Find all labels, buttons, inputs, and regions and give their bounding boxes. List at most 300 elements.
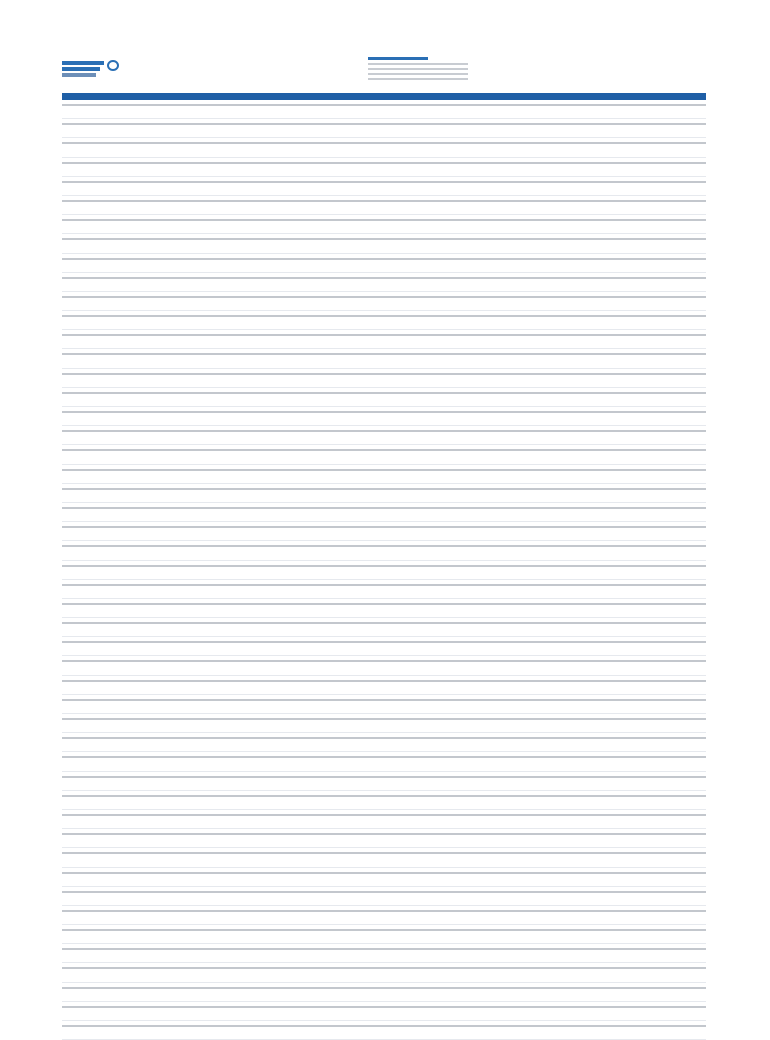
table-cell xyxy=(62,848,148,867)
table-cell xyxy=(320,848,470,867)
table-cell xyxy=(490,407,505,426)
illegible-text xyxy=(148,948,162,950)
table-cell xyxy=(528,387,576,406)
illegible-text xyxy=(576,565,706,567)
illegible-text xyxy=(162,162,178,164)
table-cell xyxy=(505,867,528,886)
table-row xyxy=(62,790,706,809)
illegible-text xyxy=(178,699,220,701)
illegible-text xyxy=(576,680,706,682)
table-cell xyxy=(490,790,505,809)
illegible-text xyxy=(62,660,148,662)
table-cell xyxy=(286,522,306,541)
table-cell xyxy=(470,522,490,541)
table-cell xyxy=(178,272,220,291)
illegible-text xyxy=(162,967,178,969)
illegible-text xyxy=(576,353,706,355)
table-cell xyxy=(148,291,162,310)
illegible-text xyxy=(246,872,286,874)
illegible-text xyxy=(246,910,286,912)
table-cell xyxy=(162,714,178,733)
table-cell xyxy=(62,195,148,214)
table-cell xyxy=(306,349,320,368)
illegible-text xyxy=(178,891,220,893)
illegible-text xyxy=(286,411,306,413)
table-cell xyxy=(220,637,246,656)
table-cell xyxy=(148,886,162,905)
table-cell xyxy=(505,291,528,310)
table-cell xyxy=(470,675,490,694)
table-row xyxy=(62,387,706,406)
illegible-text xyxy=(220,660,246,662)
illegible-text xyxy=(220,603,246,605)
illegible-text xyxy=(246,680,286,682)
table-cell xyxy=(576,195,706,214)
illegible-text xyxy=(148,123,162,125)
table-cell xyxy=(320,272,470,291)
table-cell xyxy=(490,464,505,483)
illegible-text xyxy=(470,181,490,183)
illegible-text xyxy=(162,238,178,240)
illegible-text xyxy=(162,258,178,260)
table-cell xyxy=(505,733,528,752)
illegible-text xyxy=(576,449,706,451)
illegible-text xyxy=(576,392,706,394)
table-cell xyxy=(246,656,286,675)
table-cell xyxy=(306,100,320,119)
table-cell xyxy=(306,138,320,157)
table-cell xyxy=(246,579,286,598)
illegible-text xyxy=(470,967,490,969)
illegible-text xyxy=(220,565,246,567)
illegible-text xyxy=(470,680,490,682)
table-row xyxy=(62,157,706,176)
table-cell xyxy=(505,598,528,617)
illegible-text xyxy=(286,162,306,164)
table-cell xyxy=(470,464,490,483)
table-cell xyxy=(306,445,320,464)
table-cell xyxy=(576,387,706,406)
illegible-text xyxy=(62,334,148,336)
table-cell xyxy=(576,522,706,541)
illegible-text xyxy=(178,123,220,125)
column-header xyxy=(162,93,178,100)
illegible-text xyxy=(148,795,162,797)
table-cell xyxy=(320,291,470,310)
table-cell xyxy=(320,790,470,809)
table-cell xyxy=(505,215,528,234)
column-header xyxy=(306,93,320,100)
illegible-text xyxy=(490,488,505,490)
illegible-text xyxy=(306,200,320,202)
table-cell xyxy=(246,618,286,637)
table-cell xyxy=(162,867,178,886)
table-cell xyxy=(320,944,470,963)
table-cell xyxy=(490,886,505,905)
table-cell xyxy=(505,464,528,483)
illegible-text xyxy=(220,334,246,336)
illegible-text xyxy=(320,718,470,720)
illegible-text xyxy=(490,219,505,221)
table-cell xyxy=(178,675,220,694)
table-cell xyxy=(576,176,706,195)
table-row xyxy=(62,253,706,272)
table-cell xyxy=(148,579,162,598)
illegible-text xyxy=(162,392,178,394)
table-cell xyxy=(286,195,306,214)
table-cell xyxy=(505,119,528,138)
illegible-text xyxy=(470,142,490,144)
illegible-text xyxy=(178,967,220,969)
table-cell xyxy=(505,618,528,637)
table-cell xyxy=(320,752,470,771)
illegible-text xyxy=(490,833,505,835)
table-cell xyxy=(490,330,505,349)
illegible-text xyxy=(220,373,246,375)
table-row xyxy=(62,215,706,234)
table-cell xyxy=(178,311,220,330)
table-cell xyxy=(470,541,490,560)
illegible-text xyxy=(576,1025,706,1027)
illegible-text xyxy=(178,718,220,720)
illegible-text xyxy=(62,238,148,240)
illegible-text xyxy=(148,565,162,567)
illegible-text xyxy=(505,622,528,624)
illegible-text xyxy=(320,373,470,375)
table-cell xyxy=(320,311,470,330)
illegible-text xyxy=(306,181,320,183)
table-cell xyxy=(576,848,706,867)
illegible-text xyxy=(178,353,220,355)
illegible-text xyxy=(220,910,246,912)
illegible-text xyxy=(162,545,178,547)
table-cell xyxy=(528,100,576,119)
table-cell xyxy=(246,733,286,752)
illegible-text xyxy=(62,142,148,144)
illegible-text xyxy=(220,1006,246,1008)
illegible-text xyxy=(246,238,286,240)
illegible-text xyxy=(148,296,162,298)
illegible-text xyxy=(528,430,576,432)
illegible-text xyxy=(320,334,470,336)
illegible-text xyxy=(470,488,490,490)
table-cell xyxy=(162,541,178,560)
table-cell xyxy=(62,560,148,579)
illegible-text xyxy=(470,469,490,471)
table-cell xyxy=(528,253,576,272)
table-cell xyxy=(576,291,706,310)
illegible-text xyxy=(178,814,220,816)
illegible-text xyxy=(490,296,505,298)
table-cell xyxy=(576,253,706,272)
table-cell xyxy=(148,253,162,272)
table-row xyxy=(62,483,706,502)
table-cell xyxy=(490,176,505,195)
table-cell xyxy=(576,714,706,733)
illegible-text xyxy=(528,258,576,260)
table-cell xyxy=(576,311,706,330)
table-cell xyxy=(470,119,490,138)
illegible-text xyxy=(220,315,246,317)
table-cell xyxy=(490,368,505,387)
table-cell xyxy=(62,656,148,675)
illegible-text xyxy=(62,833,148,835)
illegible-text xyxy=(246,373,286,375)
illegible-text xyxy=(246,852,286,854)
illegible-text xyxy=(505,929,528,931)
table-row xyxy=(62,330,706,349)
table-cell xyxy=(576,138,706,157)
table-cell xyxy=(178,119,220,138)
column-header xyxy=(246,93,286,100)
illegible-text xyxy=(505,142,528,144)
illegible-text xyxy=(246,315,286,317)
table-cell xyxy=(62,311,148,330)
illegible-text xyxy=(528,737,576,739)
illegible-text xyxy=(162,1025,178,1027)
table-cell xyxy=(62,522,148,541)
table-row xyxy=(62,886,706,905)
table-cell xyxy=(490,675,505,694)
illegible-text xyxy=(528,392,576,394)
table-cell xyxy=(162,809,178,828)
table-cell xyxy=(148,330,162,349)
table-cell xyxy=(505,944,528,963)
table-cell xyxy=(220,867,246,886)
illegible-text xyxy=(306,967,320,969)
table-cell xyxy=(490,522,505,541)
illegible-text xyxy=(505,123,528,125)
table-cell xyxy=(62,829,148,848)
illegible-text xyxy=(178,449,220,451)
illegible-text xyxy=(162,833,178,835)
illegible-text xyxy=(306,545,320,547)
table-cell xyxy=(178,502,220,521)
table-cell xyxy=(576,407,706,426)
illegible-text xyxy=(62,565,148,567)
illegible-text xyxy=(576,795,706,797)
table-cell xyxy=(505,253,528,272)
table-cell xyxy=(246,867,286,886)
illegible-text xyxy=(178,910,220,912)
illegible-text xyxy=(576,967,706,969)
table-cell xyxy=(220,195,246,214)
table-cell xyxy=(470,771,490,790)
table-cell xyxy=(470,195,490,214)
illegible-text xyxy=(306,430,320,432)
table-cell xyxy=(306,311,320,330)
illegible-text xyxy=(62,507,148,509)
table-cell xyxy=(220,349,246,368)
illegible-text xyxy=(246,814,286,816)
illegible-text xyxy=(505,104,528,106)
table-cell xyxy=(490,771,505,790)
table-cell xyxy=(148,483,162,502)
table-cell xyxy=(490,733,505,752)
table-cell xyxy=(576,426,706,445)
table-cell xyxy=(62,790,148,809)
table-cell xyxy=(505,368,528,387)
table-cell xyxy=(306,637,320,656)
illegible-text xyxy=(320,545,470,547)
table-cell xyxy=(505,157,528,176)
illegible-text xyxy=(286,795,306,797)
table-cell xyxy=(148,771,162,790)
illegible-text xyxy=(320,142,470,144)
table-row xyxy=(62,176,706,195)
illegible-text xyxy=(286,526,306,528)
illegible-text xyxy=(528,238,576,240)
table-cell xyxy=(320,1001,470,1020)
illegible-text xyxy=(576,142,706,144)
table-cell xyxy=(505,407,528,426)
table-cell xyxy=(306,963,320,982)
illegible-text xyxy=(320,219,470,221)
illegible-text xyxy=(490,795,505,797)
table-cell xyxy=(62,675,148,694)
table-cell xyxy=(470,579,490,598)
illegible-text xyxy=(576,469,706,471)
table-cell xyxy=(148,598,162,617)
table-cell xyxy=(320,982,470,1001)
illegible-text xyxy=(528,584,576,586)
table-cell xyxy=(470,598,490,617)
table-cell xyxy=(62,157,148,176)
column-header xyxy=(148,93,162,100)
table-cell xyxy=(148,445,162,464)
table-cell xyxy=(178,464,220,483)
table-cell xyxy=(470,1001,490,1020)
table-cell xyxy=(162,694,178,713)
illegible-text xyxy=(62,756,148,758)
table-cell xyxy=(286,426,306,445)
illegible-text xyxy=(490,545,505,547)
illegible-text xyxy=(148,737,162,739)
table-cell xyxy=(505,752,528,771)
illegible-text xyxy=(148,852,162,854)
illegible-text xyxy=(505,219,528,221)
table-cell xyxy=(220,618,246,637)
illegible-text xyxy=(470,123,490,125)
table-cell xyxy=(286,829,306,848)
illegible-text xyxy=(505,1025,528,1027)
illegible-text xyxy=(576,814,706,816)
illegible-text xyxy=(62,123,148,125)
illegible-text xyxy=(220,526,246,528)
table-cell xyxy=(246,426,286,445)
table-cell xyxy=(306,848,320,867)
illegible-text xyxy=(286,929,306,931)
illegible-text xyxy=(306,373,320,375)
illegible-text xyxy=(306,872,320,874)
table-cell xyxy=(148,637,162,656)
table-cell xyxy=(148,963,162,982)
table-cell xyxy=(320,407,470,426)
illegible-text xyxy=(505,373,528,375)
illegible-text xyxy=(470,411,490,413)
illegible-text xyxy=(470,449,490,451)
illegible-text xyxy=(148,756,162,758)
illegible-text xyxy=(148,680,162,682)
illegible-text xyxy=(220,680,246,682)
illegible-text xyxy=(528,545,576,547)
illegible-text xyxy=(220,277,246,279)
table-row xyxy=(62,829,706,848)
table-cell xyxy=(470,560,490,579)
table-cell xyxy=(148,195,162,214)
table-row xyxy=(62,675,706,694)
table-cell xyxy=(505,637,528,656)
illegible-text xyxy=(490,238,505,240)
table-cell xyxy=(62,387,148,406)
illegible-text xyxy=(286,641,306,643)
table-cell xyxy=(528,1021,576,1040)
table-cell xyxy=(220,598,246,617)
table-cell xyxy=(306,483,320,502)
table-cell xyxy=(505,694,528,713)
illegible-text xyxy=(220,123,246,125)
table-cell xyxy=(505,848,528,867)
illegible-text xyxy=(470,1025,490,1027)
table-cell xyxy=(62,349,148,368)
illegible-text xyxy=(220,814,246,816)
illegible-text xyxy=(148,1006,162,1008)
illegible-text xyxy=(62,584,148,586)
table-cell xyxy=(62,579,148,598)
table-cell xyxy=(490,714,505,733)
table-cell xyxy=(505,982,528,1001)
illegible-text xyxy=(320,238,470,240)
table-row xyxy=(62,925,706,944)
illegible-text xyxy=(286,948,306,950)
illegible-text xyxy=(148,238,162,240)
table-cell xyxy=(320,733,470,752)
illegible-text xyxy=(286,910,306,912)
illegible-text xyxy=(306,929,320,931)
table-cell xyxy=(576,618,706,637)
illegible-text xyxy=(505,488,528,490)
illegible-text xyxy=(306,718,320,720)
table-cell xyxy=(62,618,148,637)
illegible-text xyxy=(490,392,505,394)
table-cell xyxy=(320,215,470,234)
illegible-text xyxy=(62,469,148,471)
illegible-text xyxy=(505,948,528,950)
table-cell xyxy=(220,445,246,464)
table-cell xyxy=(470,100,490,119)
illegible-text xyxy=(148,392,162,394)
illegible-text xyxy=(490,162,505,164)
illegible-text xyxy=(246,296,286,298)
illegible-text xyxy=(220,641,246,643)
table-cell xyxy=(246,464,286,483)
illegible-text xyxy=(505,162,528,164)
illegible-text xyxy=(306,987,320,989)
illegible-text xyxy=(148,430,162,432)
table-row xyxy=(62,733,706,752)
illegible-text xyxy=(505,641,528,643)
table-cell xyxy=(162,963,178,982)
illegible-text xyxy=(246,104,286,106)
table-cell xyxy=(576,675,706,694)
table-cell xyxy=(246,829,286,848)
illegible-text xyxy=(178,929,220,931)
table-cell xyxy=(528,368,576,387)
illegible-text xyxy=(528,411,576,413)
table-cell xyxy=(178,349,220,368)
illegible-text xyxy=(62,315,148,317)
illegible-text xyxy=(470,392,490,394)
